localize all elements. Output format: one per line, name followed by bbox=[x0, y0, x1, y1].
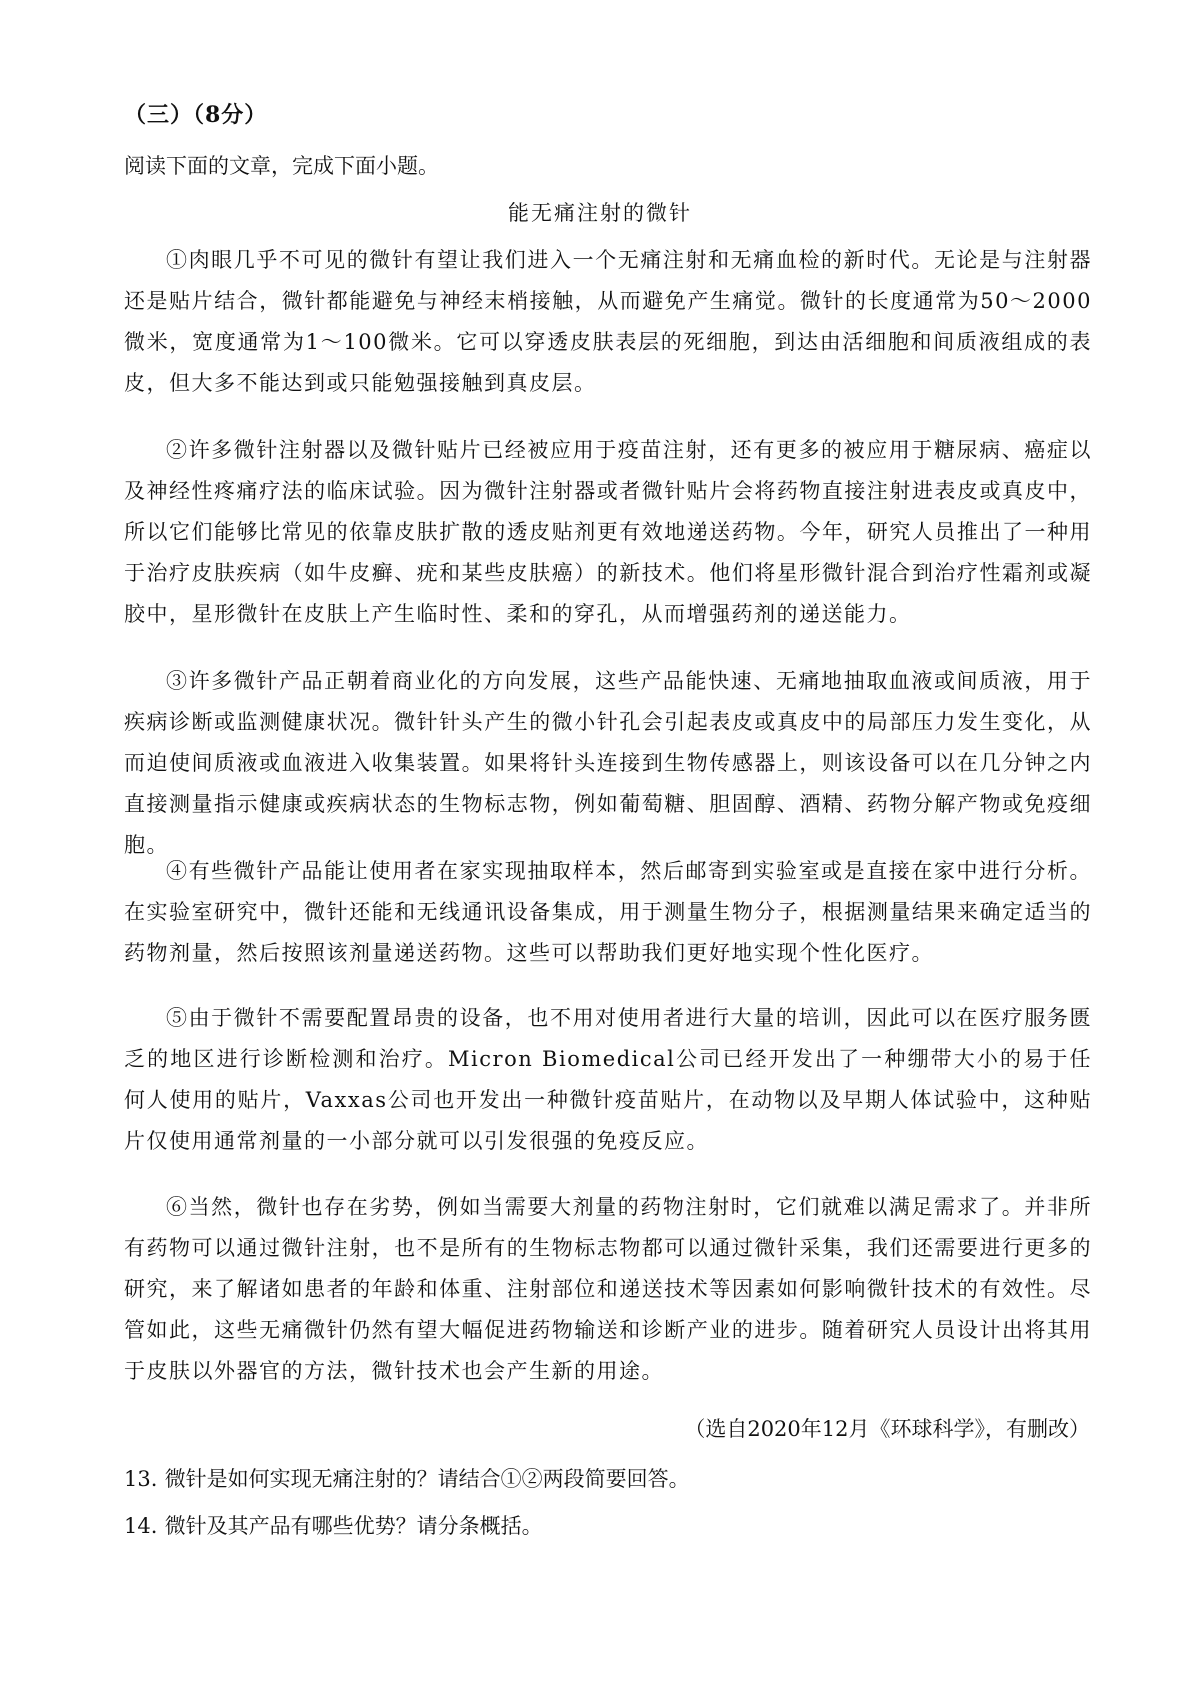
paragraph-1: ①肉眼几乎不可见的微针有望让我们进入一个无痛注射和无痛血检的新时代。无论是与注射器还是贴片结合，微针都能避免与神经末梢接触，从而避免产生痛觉。微针的长度通常为50～2000微米，宽度通常为1～100微米。它可以穿透皮肤表层的死细胞，到达由活细胞和间质液组成的表皮，但大多不能达到或只能勉强接触到真皮层。 bbox=[124, 248, 1092, 395]
question-number: 13. bbox=[124, 1467, 158, 1491]
article-source: （选自2020年12月《环球科学》，有删改） bbox=[684, 1417, 1090, 1441]
reading-instruction: 阅读下面的文章，完成下面小题。 bbox=[124, 154, 439, 178]
question-number: 14. bbox=[124, 1514, 158, 1538]
paragraph-5: ⑤由于微针不需要配置昂贵的设备，也不用对使用者进行大量的培训，因此可以在医疗服务匮乏的地区进行诊断检测和治疗。Micron Biomedical公司已经开发出了一种绷带大小的易于任何人使用的贴片，Vaxxas公司也开发出一种微针疫苗贴片，在动物以及早期人体试验中，这种贴片仅使用通常剂量的一小部分就可以引发很强的免疫反应。 bbox=[124, 1006, 1092, 1153]
question-13 bbox=[124, 1463, 690, 1493]
paragraph-2: ②许多微针注射器以及微针贴片已经被应用于疫苗注射，还有更多的被应用于糖尿病、癌症以及神经性疼痛疗法的临床试验。因为微针注射器或者微针贴片会将药物直接注射进表皮或真皮中，所以它们能够比常见的依靠皮肤扩散的透皮贴剂更有效地递送药物。今年，研究人员推出了一种用于治疗皮肤疾病（如牛皮癣、疣和某些皮肤癌）的新技术。他们将星形微针混合到治疗性霜剂或凝胶中，星形微针在皮肤上产生临时性、柔和的穿孔，从而增强药剂的递送能力。 bbox=[124, 438, 1092, 626]
paragraph-4: ④有些微针产品能让使用者在家实现抽取样本，然后邮寄到实验室或是直接在家中进行分析。在实验室研究中，微针还能和无线通讯设备集成，用于测量生物分子，根据测量结果来确定适当的药物剂量，然后按照该剂量递送药物。这些可以帮助我们更好地实现个性化医疗。 bbox=[124, 859, 1092, 965]
question-14 bbox=[124, 1510, 543, 1540]
paragraph-3: ③许多微针产品正朝着商业化的方向发展，这些产品能快速、无痛地抽取血液或间质液，用于疾病诊断或监测健康状况。微针针头产生的微小针孔会引起表皮或真皮中的局部压力发生变化，从而迫使间质液或血液进入收集装置。如果将针头连接到生物传感器上，则该设备可以在几分钟之内直接测量指示健康或疾病状态的生物标志物，例如葡萄糖、胆固醇、酒精、药物分解产物或免疫细胞。 bbox=[124, 669, 1092, 857]
question-text: 微针及其产品有哪些优势？请分条概括。 bbox=[164, 1514, 543, 1538]
section-title: （三）（8分） bbox=[124, 102, 268, 128]
article-title: 能无痛注射的微针 bbox=[508, 201, 692, 225]
question-text: 微针是如何实现无痛注射的？请结合①②两段简要回答。 bbox=[164, 1467, 690, 1491]
paragraph-6: ⑥当然，微针也存在劣势，例如当需要大剂量的药物注射时，它们就难以满足需求了。并非所有药物可以通过微针注射，也不是所有的生物标志物都可以通过微针采集，我们还需要进行更多的研究，来了解诸如患者的年龄和体重、注射部位和递送技术等因素如何影响微针技术的有效性。尽管如此，这些无痛微针仍然有望大幅促进药物输送和诊断产业的进步。随着研究人员设计出将其用于皮肤以外器官的方法，微针技术也会产生新的用途。 bbox=[124, 1195, 1092, 1383]
